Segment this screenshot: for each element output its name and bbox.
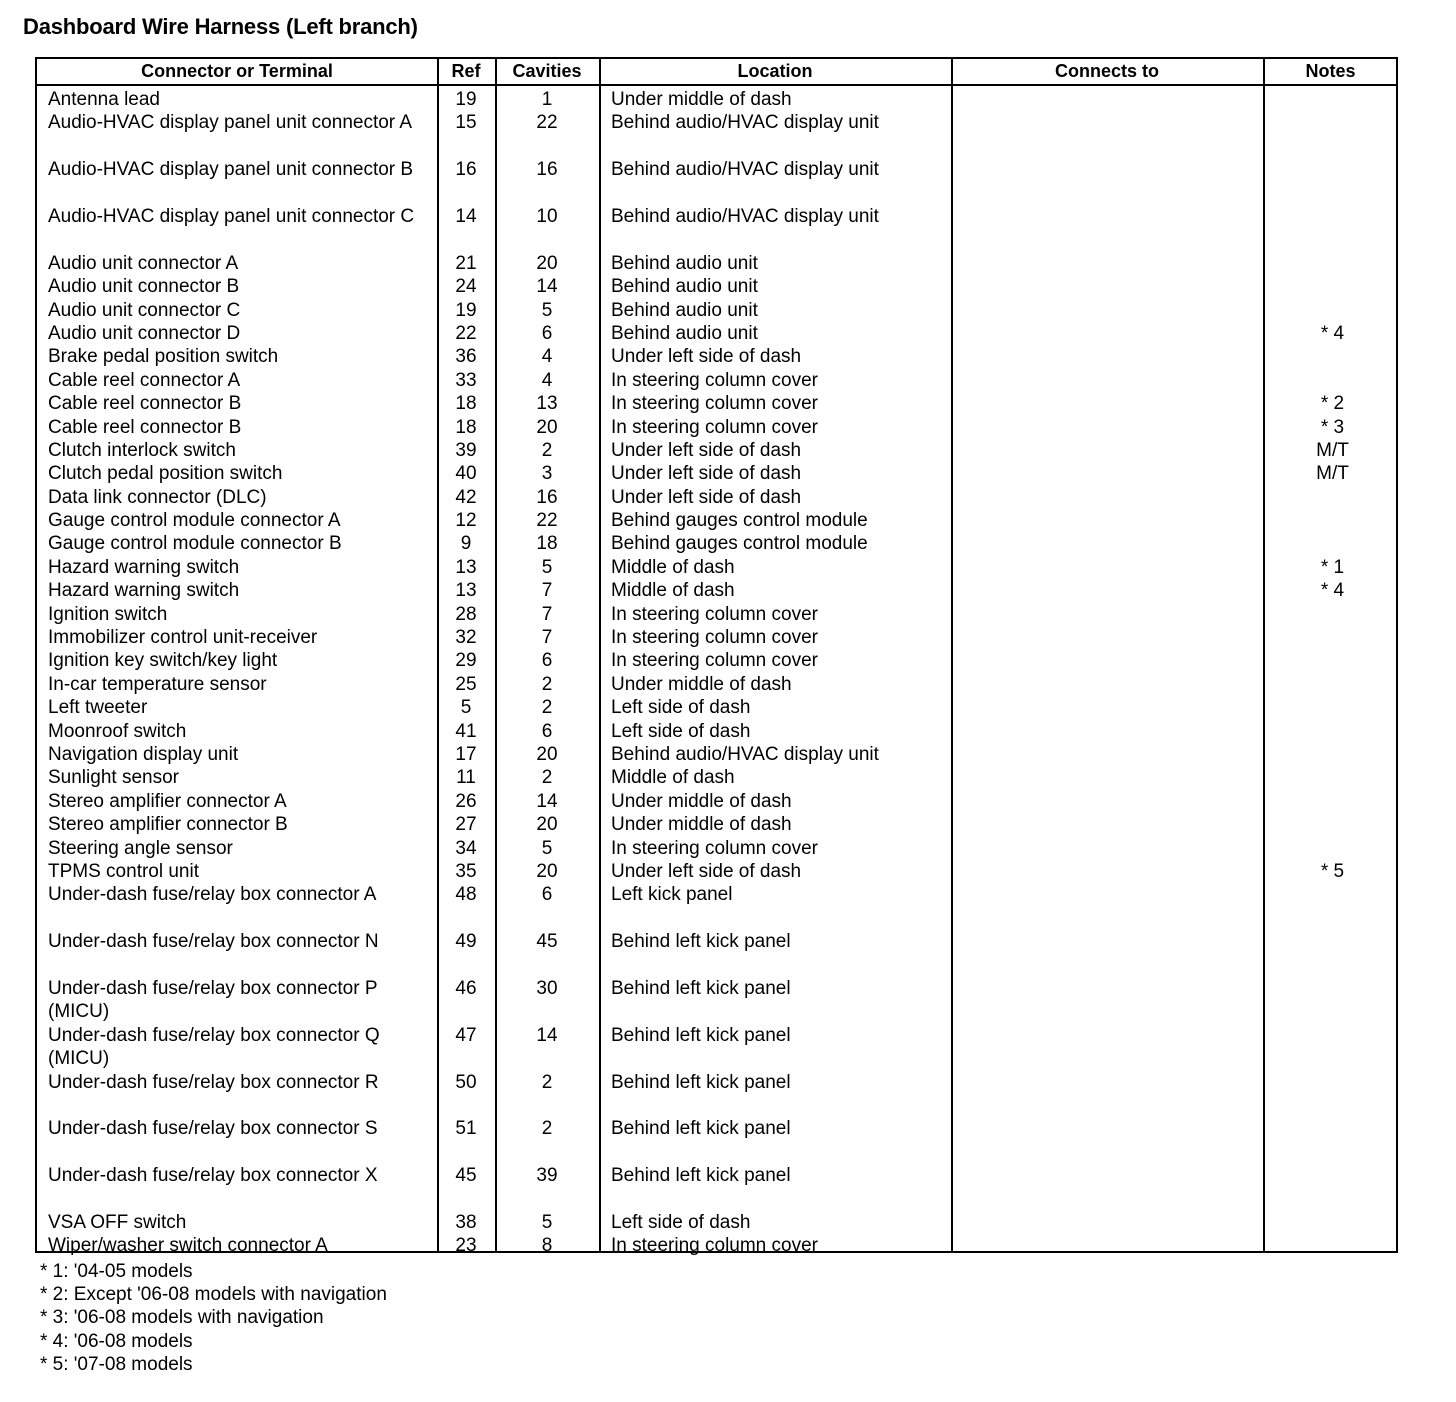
cell-ref: 15 (455, 112, 477, 134)
header-cavities: Cavities (512, 61, 582, 81)
table-row (37, 930, 1396, 977)
cell-location: Under left side of dash (611, 439, 802, 461)
cell-ref: 39 (455, 439, 477, 461)
cell-ref: 35 (455, 860, 477, 882)
cell-location: In steering column cover (611, 627, 818, 649)
table-row (37, 743, 1396, 766)
cell-notes: M/T (1316, 439, 1349, 461)
cell-ref: 12 (455, 510, 477, 532)
table-row (37, 579, 1396, 602)
cell-ref: 42 (455, 486, 477, 508)
cell-connector: Cable reel connector A (48, 369, 241, 391)
page-title: Dashboard Wire Harness (Left branch) (23, 14, 418, 39)
cell-cavities: 4 (541, 346, 553, 368)
table-row (37, 275, 1396, 298)
cell-ref: 21 (455, 252, 477, 274)
cell-cavities: 5 (541, 299, 553, 321)
table-row (37, 158, 1396, 205)
cell-notes: M/T (1316, 463, 1349, 485)
cell-cavities: 16 (536, 159, 558, 181)
cell-connector: Cable reel connector B (48, 416, 242, 438)
table-row (37, 696, 1396, 719)
cell-connector: Sunlight sensor (48, 767, 179, 789)
cell-connector: Moonroof switch (48, 720, 187, 742)
cell-connector: Stereo amplifier connector B (48, 814, 288, 836)
cell-ref: 14 (455, 205, 477, 227)
cell-notes: * 2 (1320, 393, 1345, 415)
table-row (37, 416, 1396, 439)
cell-ref: 19 (455, 89, 477, 110)
cell-connector: Audio unit connector A (48, 252, 239, 274)
table-row (37, 299, 1396, 322)
cell-cavities: 6 (541, 650, 553, 672)
cell-location: Under left side of dash (611, 463, 802, 485)
cell-cavities: 20 (536, 814, 558, 836)
table-row (37, 766, 1396, 789)
cell-connector: Audio-HVAC display panel unit connector A (48, 112, 413, 134)
cell-ref: 13 (455, 580, 477, 602)
header-connector: Connector or Terminal (141, 61, 333, 81)
table-row (37, 322, 1396, 345)
cell-location: Under left side of dash (611, 346, 802, 368)
cell-cavities: 10 (536, 205, 558, 227)
table-row (37, 790, 1396, 813)
table-row (37, 720, 1396, 743)
cell-location: Behind audio unit (611, 252, 758, 274)
cell-location: Under left side of dash (611, 860, 802, 882)
header-location: Location (737, 61, 813, 81)
cell-cavities: 7 (541, 603, 553, 625)
cell-ref: 19 (455, 299, 477, 321)
cell-cavities: 6 (541, 322, 553, 344)
cell-location: Left side of dash (611, 1211, 751, 1233)
footnote: * 3: '06-08 models with navigation (40, 1307, 324, 1329)
cell-location: In steering column cover (611, 1235, 818, 1257)
table-row (37, 345, 1396, 368)
cell-notes: * 4 (1320, 322, 1345, 344)
cell-cavities: 7 (541, 580, 553, 602)
header-notes: Notes (1305, 61, 1356, 81)
table-row (37, 509, 1396, 532)
cell-ref: 47 (455, 1024, 477, 1046)
cell-location: In steering column cover (611, 369, 818, 391)
cell-connector: Immobilizer control unit-receiver (48, 627, 318, 649)
cell-cavities: 39 (536, 1165, 558, 1187)
cell-ref: 11 (456, 767, 476, 789)
cell-connector: Under-dash fuse/relay box connector N (48, 931, 379, 953)
cell-ref: 50 (455, 1071, 477, 1093)
cell-ref: 9 (460, 533, 472, 555)
cell-ref: 22 (455, 322, 477, 344)
cell-location: In steering column cover (611, 650, 818, 672)
cell-connector: Gauge control module connector A (48, 510, 341, 532)
cell-connector: Under-dash fuse/relay box connector X (48, 1165, 378, 1187)
cell-notes: * 5 (1320, 860, 1345, 882)
cell-cavities: 16 (536, 486, 558, 508)
cell-location: In steering column cover (611, 603, 818, 625)
cell-cavities: 20 (536, 416, 558, 438)
cell-notes: * 3 (1320, 416, 1345, 438)
cell-connector: Audio-HVAC display panel unit connector C (48, 205, 415, 227)
table-row (37, 1024, 1396, 1071)
cell-connector: Under-dash fuse/relay box connector P (MICU) (48, 977, 378, 1023)
cell-connector: Audio unit connector D (48, 322, 241, 344)
table-row (37, 439, 1396, 462)
cell-cavities: 5 (541, 556, 553, 578)
cell-connector: Ignition switch (48, 603, 168, 625)
cell-connector: Gauge control module connector B (48, 533, 342, 555)
cell-connector: Ignition key switch/key light (48, 650, 278, 672)
table-row (37, 603, 1396, 626)
table-row (37, 88, 1396, 111)
table-row (37, 1234, 1396, 1257)
cell-cavities: 2 (541, 697, 553, 719)
cell-location: In steering column cover (611, 416, 818, 438)
cell-cavities: 7 (541, 627, 553, 649)
cell-location: Behind audio/HVAC display unit (611, 112, 879, 134)
cell-connector: Brake pedal position switch (48, 346, 279, 368)
header-connects-to: Connects to (1054, 61, 1159, 81)
cell-connector: Wiper/washer switch connector A (48, 1235, 328, 1257)
table-row (37, 977, 1396, 1024)
table-row (37, 486, 1396, 509)
cell-cavities: 2 (541, 439, 553, 461)
cell-ref: 34 (455, 837, 477, 859)
cell-connector: Under-dash fuse/relay box connector A (48, 884, 377, 906)
cell-location: Under middle of dash (611, 814, 792, 836)
cell-cavities: 5 (541, 1211, 553, 1233)
cell-cavities: 2 (541, 767, 553, 789)
cell-ref: 33 (455, 369, 477, 391)
table-row (37, 649, 1396, 672)
table-body (37, 88, 1396, 1258)
cell-location: Behind audio/HVAC display unit (611, 159, 879, 181)
cell-ref: 48 (455, 884, 477, 906)
cell-notes: * 4 (1320, 580, 1345, 602)
table-row (37, 392, 1396, 415)
cell-ref: 26 (455, 790, 477, 812)
cell-connector: Under-dash fuse/relay box connector R (48, 1071, 379, 1093)
cell-location: Behind gauges control module (611, 510, 868, 532)
cell-ref: 27 (455, 814, 477, 836)
cell-location: Under middle of dash (611, 673, 792, 695)
table-row (37, 837, 1396, 860)
cell-location: In steering column cover (611, 837, 818, 859)
cell-location: Behind audio unit (611, 276, 758, 298)
header-ref: Ref (451, 61, 481, 81)
table-row (37, 813, 1396, 836)
cell-location: In steering column cover (611, 393, 818, 415)
cell-connector: Cable reel connector B (48, 393, 242, 415)
cell-notes: * 1 (1320, 556, 1345, 578)
cell-ref: 17 (455, 743, 477, 765)
cell-cavities: 14 (536, 1024, 558, 1046)
cell-cavities: 6 (541, 884, 553, 906)
cell-connector: In-car temperature sensor (48, 673, 267, 695)
cell-location: Behind left kick panel (611, 1165, 791, 1187)
cell-connector: VSA OFF switch (48, 1211, 187, 1233)
table-row (37, 1211, 1396, 1234)
cell-ref: 13 (455, 556, 477, 578)
table-row (37, 1117, 1396, 1164)
cell-location: Under middle of dash (611, 89, 792, 110)
header-divider (37, 84, 1396, 86)
table-row (37, 1071, 1396, 1118)
footnote: * 2: Except '06-08 models with navigation (40, 1284, 387, 1306)
cell-location: Behind gauges control module (611, 533, 868, 555)
cell-connector: Under-dash fuse/relay box connector Q (MICU) (48, 1024, 380, 1070)
cell-cavities: 45 (536, 931, 558, 953)
cell-cavities: 4 (541, 369, 553, 391)
cell-cavities: 20 (536, 860, 558, 882)
cell-cavities: 1 (541, 89, 553, 110)
cell-connector: Steering angle sensor (48, 837, 233, 859)
cell-cavities: 2 (541, 1118, 553, 1140)
cell-cavities: 2 (541, 1071, 553, 1093)
cell-location: Left side of dash (611, 697, 751, 719)
cell-location: Behind left kick panel (611, 977, 791, 999)
cell-location: Behind left kick panel (611, 1118, 791, 1140)
table-row (37, 860, 1396, 883)
cell-connector: Left tweeter (48, 697, 148, 719)
cell-location: Behind audio/HVAC display unit (611, 205, 879, 227)
cell-ref: 18 (455, 416, 477, 438)
cell-ref: 28 (455, 603, 477, 625)
cell-ref: 29 (455, 650, 477, 672)
cell-ref: 32 (455, 627, 477, 649)
cell-cavities: 5 (541, 837, 553, 859)
cell-connector: Audio-HVAC display panel unit connector B (48, 159, 414, 181)
cell-location: Middle of dash (611, 580, 735, 602)
table-row (37, 462, 1396, 485)
table-row (37, 883, 1396, 930)
cell-connector: Under-dash fuse/relay box connector S (48, 1118, 378, 1140)
cell-connector: Navigation display unit (48, 743, 239, 765)
cell-location: Behind audio unit (611, 299, 758, 321)
cell-connector: Antenna lead (48, 89, 160, 110)
cell-ref: 41 (455, 720, 477, 742)
cell-location: Middle of dash (611, 767, 735, 789)
cell-connector: Stereo amplifier connector A (48, 790, 287, 812)
cell-location: Behind left kick panel (611, 931, 791, 953)
footnote: * 4: '06-08 models (40, 1330, 193, 1352)
cell-ref: 40 (455, 463, 477, 485)
cell-location: Behind left kick panel (611, 1071, 791, 1093)
cell-ref: 16 (455, 159, 477, 181)
cell-ref: 18 (455, 393, 477, 415)
cell-cavities: 14 (536, 276, 558, 298)
connector-table (35, 57, 1398, 1257)
cell-ref: 51 (455, 1118, 477, 1140)
cell-cavities: 14 (536, 790, 558, 812)
cell-location: Behind left kick panel (611, 1024, 791, 1046)
cell-ref: 49 (455, 931, 477, 953)
cell-cavities: 2 (541, 673, 553, 695)
table-row (37, 556, 1396, 579)
cell-cavities: 22 (536, 510, 558, 532)
footnotes (40, 1260, 387, 1376)
cell-ref: 45 (455, 1165, 477, 1187)
table-row (37, 205, 1396, 252)
table-row (37, 532, 1396, 555)
cell-ref: 25 (455, 673, 477, 695)
footnote: * 5: '07-08 models (40, 1353, 193, 1375)
table-row (37, 626, 1396, 649)
table-row (37, 369, 1396, 392)
cell-location: Under left side of dash (611, 486, 802, 508)
cell-cavities: 30 (536, 977, 558, 999)
cell-cavities: 3 (541, 463, 553, 485)
cell-ref: 24 (455, 276, 477, 298)
cell-cavities: 8 (541, 1235, 553, 1257)
cell-location: Behind audio unit (611, 322, 758, 344)
cell-cavities: 6 (541, 720, 553, 742)
cell-cavities: 20 (536, 252, 558, 274)
cell-connector: TPMS control unit (48, 860, 199, 882)
cell-cavities: 22 (536, 112, 558, 134)
cell-location: Behind audio/HVAC display unit (611, 743, 879, 765)
cell-connector: Hazard warning switch (48, 580, 240, 602)
cell-connector: Audio unit connector C (48, 299, 241, 321)
cell-connector: Hazard warning switch (48, 556, 240, 578)
table-row (37, 1164, 1396, 1211)
cell-cavities: 18 (536, 533, 558, 555)
cell-cavities: 20 (536, 743, 558, 765)
cell-ref: 36 (455, 346, 477, 368)
footnote: * 1: '04-05 models (40, 1261, 193, 1282)
cell-connector: Clutch interlock switch (48, 439, 236, 461)
cell-ref: 46 (455, 977, 477, 999)
table-row (37, 673, 1396, 696)
cell-ref: 23 (455, 1235, 477, 1257)
table-row (37, 111, 1396, 158)
cell-connector: Audio unit connector B (48, 276, 240, 298)
cell-cavities: 13 (536, 393, 558, 415)
cell-ref: 5 (460, 697, 472, 719)
table-row (37, 252, 1396, 275)
cell-location: Left side of dash (611, 720, 751, 742)
cell-ref: 38 (455, 1211, 477, 1233)
cell-connector: Clutch pedal position switch (48, 463, 283, 485)
cell-location: Left kick panel (611, 884, 733, 906)
cell-location: Middle of dash (611, 556, 735, 578)
cell-location: Under middle of dash (611, 790, 792, 812)
cell-connector: Data link connector (DLC) (48, 486, 267, 508)
